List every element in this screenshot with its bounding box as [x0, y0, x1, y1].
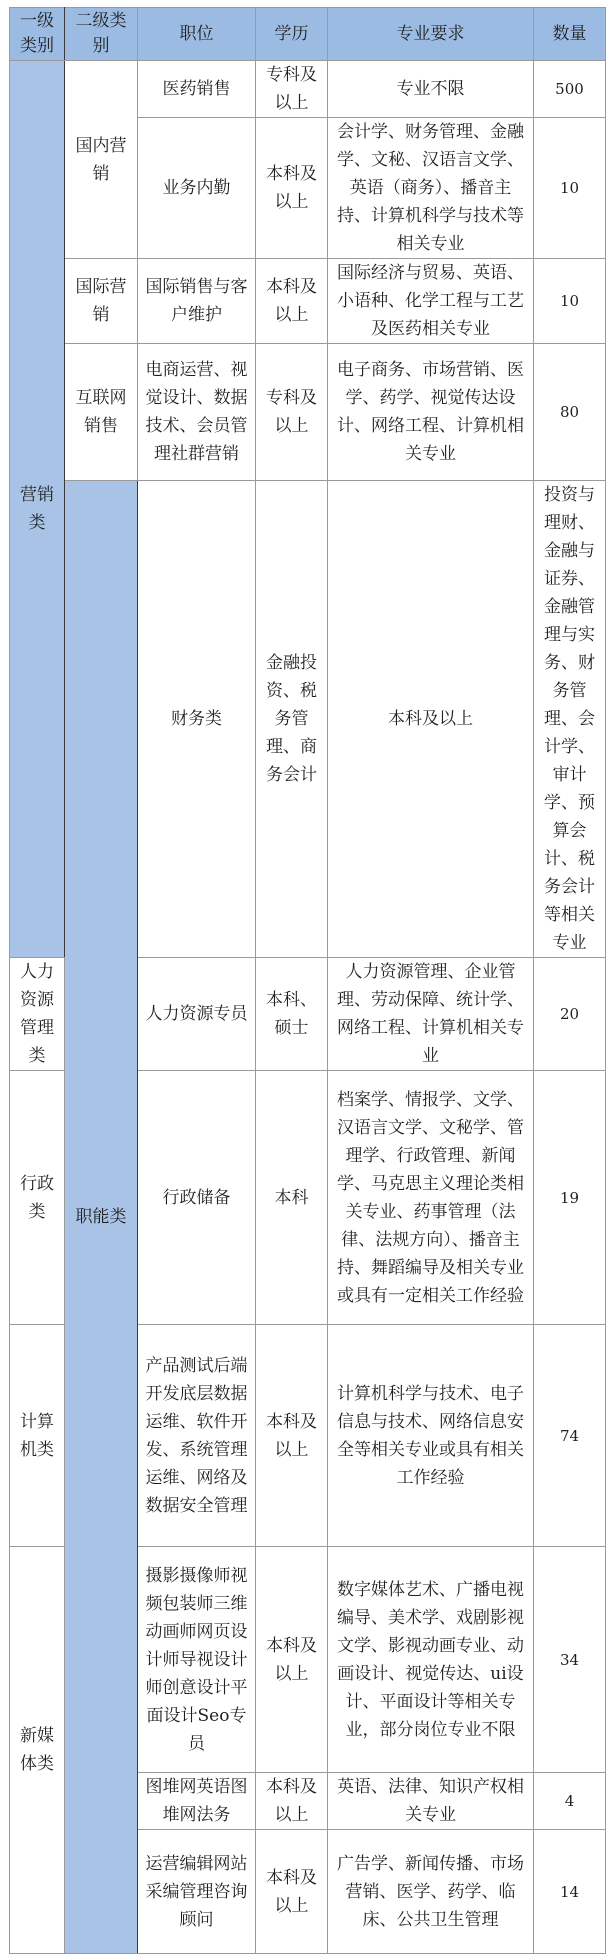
position-count: 10 — [534, 259, 606, 344]
education-requirement: 本科及以上 — [328, 481, 534, 958]
header-level1-category: 一级类别 — [10, 8, 65, 61]
education-requirement: 本科及以上 — [256, 118, 328, 259]
position-count: 500 — [534, 61, 606, 118]
table-row — [10, 481, 606, 958]
education-requirement: 本科及以上 — [256, 1325, 328, 1547]
education-requirement: 本科、硕士 — [256, 958, 328, 1071]
position-title: 业务内勤 — [138, 118, 256, 259]
education-requirement: 本科及以上 — [256, 1547, 328, 1773]
position-count: 20 — [534, 958, 606, 1071]
level2-category: 计算机类 — [10, 1325, 65, 1547]
education-requirement: 专科及以上 — [256, 344, 328, 481]
level1-category-functional: 职能类 — [65, 481, 138, 1954]
level2-category: 财务类 — [138, 481, 256, 958]
position-title: 电商运营、视觉设计、数据技术、会员管理社群营销 — [138, 344, 256, 481]
education-requirement: 本科 — [256, 1071, 328, 1325]
major-requirement: 英语、法律、知识产权相关专业 — [328, 1773, 534, 1830]
header-major-requirements: 专业要求 — [328, 8, 534, 61]
level2-category: 新媒体类 — [10, 1547, 65, 1954]
position-count: 34 — [534, 1547, 606, 1773]
education-requirement: 本科及以上 — [256, 259, 328, 344]
position-title: 国际销售与客户维护 — [138, 259, 256, 344]
major-requirement: 档案学、情报学、文学、汉语言文学、文秘学、管理学、行政管理、新闻学、马克思主义理论类相关专业、药事管理（法律、法规方向）、播音主持、舞蹈编导及相关专业或具有一定相关工作经验 — [328, 1071, 534, 1325]
level2-category: 互联网销售 — [65, 344, 138, 481]
position-title: 运营编辑网站采编管理咨询顾问 — [138, 1830, 256, 1954]
major-requirement: 国际经济与贸易、英语、小语种、化学工程与工艺及医药相关专业 — [328, 259, 534, 344]
major-requirement: 会计学、财务管理、金融学、文秘、汉语言文学、英语（商务）、播音主持、计算机科学与技术等相关专业 — [328, 118, 534, 259]
header-quantity: 数量 — [534, 8, 606, 61]
major-requirement: 专业不限 — [328, 61, 534, 118]
level2-category: 人力资源管理类 — [10, 958, 65, 1071]
position-count: 10 — [534, 118, 606, 259]
position-title: 医药销售 — [138, 61, 256, 118]
position-count: 19 — [534, 1071, 606, 1325]
header-level2-category: 二级类别 — [65, 8, 138, 61]
position-title: 人力资源专员 — [138, 958, 256, 1071]
major-requirement: 电子商务、市场营销、医学、药学、视觉传达设计、网络工程、计算机相关专业 — [328, 344, 534, 481]
education-requirement: 专科及以上 — [256, 61, 328, 118]
level2-category: 国际营销 — [65, 259, 138, 344]
header-education: 学历 — [256, 8, 328, 61]
header-row — [10, 8, 606, 61]
table-row — [10, 61, 606, 118]
level1-category-marketing: 营销类 — [10, 61, 65, 958]
position-count: 80 — [534, 344, 606, 481]
major-requirement: 计算机科学与技术、电子信息与技术、网络信息安全等相关专业或具有相关工作经验 — [328, 1325, 534, 1547]
major-requirement: 人力资源管理、企业管理、劳动保障、统计学、网络工程、计算机相关专业 — [328, 958, 534, 1071]
position-title: 摄影摄像师视频包装师三维动画师网页设计师导视设计师创意设计平面设计Seo专员 — [138, 1547, 256, 1773]
major-requirement: 广告学、新闻传播、市场营销、医学、药学、临床、公共卫生管理 — [328, 1830, 534, 1954]
education-requirement: 本科及以上 — [256, 1830, 328, 1954]
level2-category: 行政类 — [10, 1071, 65, 1325]
education-requirement: 本科及以上 — [256, 1773, 328, 1830]
position-title: 产品测试后端开发底层数据运维、软件开发、系统管理运维、网络及数据安全管理 — [138, 1325, 256, 1547]
header-position: 职位 — [138, 8, 256, 61]
position-title: 金融投资、税务管理、商务会计 — [256, 481, 328, 958]
position-title: 图堆网英语图堆网法务 — [138, 1773, 256, 1830]
table-row — [10, 344, 606, 481]
recruitment-table — [9, 7, 606, 1954]
table-row — [10, 259, 606, 344]
position-count: 74 — [534, 1325, 606, 1547]
position-count: 14 — [534, 1830, 606, 1954]
major-requirement: 数字媒体艺术、广播电视编导、美术学、戏剧影视文学、影视动画专业、动画设计、视觉传达、ui设计、平面设计等相关专业，部分岗位专业不限 — [328, 1547, 534, 1773]
position-title: 行政储备 — [138, 1071, 256, 1325]
level2-category: 国内营销 — [65, 61, 138, 259]
major-requirement: 投资与理财、金融与证券、金融管理与实务、财务管理、会计学、审计学、预算会计、税务会计等相关专业 — [534, 481, 606, 958]
position-count: 4 — [534, 1773, 606, 1830]
